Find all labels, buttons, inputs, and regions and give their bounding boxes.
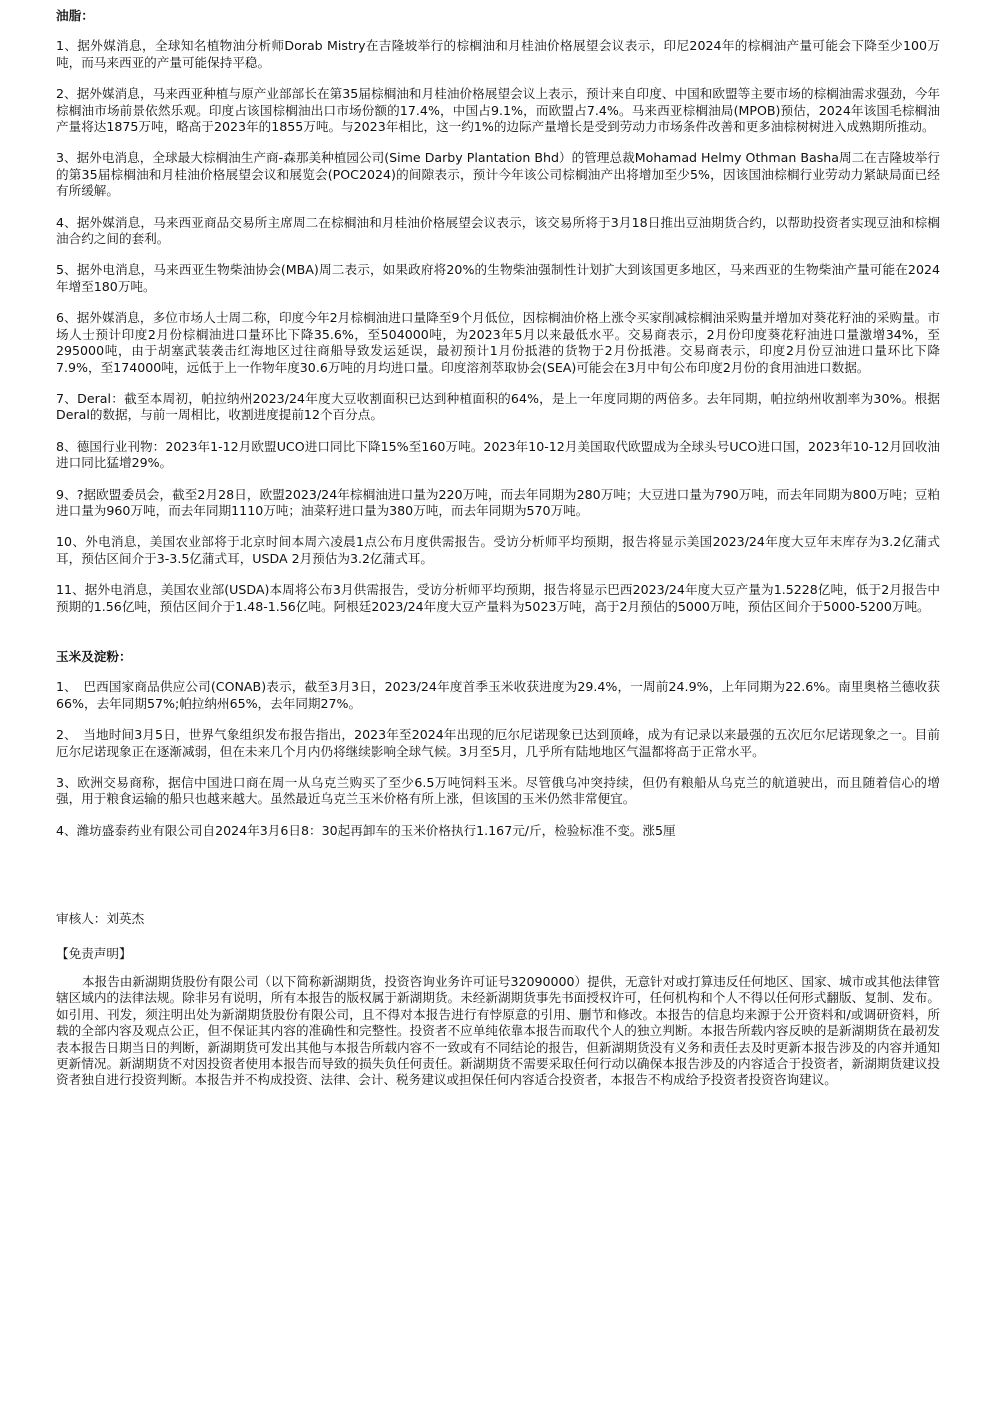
- oil-news-item: 11、据外电消息，美国农业部(USDA)本周将公布3月供需报告，受访分析师平均预期，报告将显示巴西2023/24年度大豆产量为1.5228亿吨，低于2月报告中预期的1.56亿吨，预估区间介于1.48-1.56亿吨。阿根廷2023/24年度大豆产量料为5023万吨，高于2月预估的5000万吨，预估区间介于5000-5200万吨。: [56, 582, 940, 614]
- corn-news-item: 4、潍坊盛泰药业有限公司自2024年3月6日8：30起再卸车的玉米价格执行1.167元/斤，检验标准不变。涨5厘: [56, 822, 676, 838]
- corn-news-item: 3、欧洲交易商称，据信中国进口商在周一从乌克兰购买了至少6.5万吨饲料玉米。尽管俄乌冲突持续，但仍有粮船从乌克兰的航道驶出，而且随着信心的增强，用于粮食运输的船只也越来越大。虽然最近乌克兰玉米价格有所上涨，但该国的玉米仍然非常便宜。: [56, 775, 940, 807]
- report-page: [56, 8, 940, 1089]
- oil-news-item: 7、Deral：截至本周初，帕拉纳州2023/24年度大豆收割面积已达到种植面积的64%，是上一年度同期的两倍多。去年同期，帕拉纳州收割率为30%。根据Deral的数据，与前一周相比，收割进度提前12个百分点。: [56, 390, 940, 423]
- disclaimer-title: 【免责声明】: [56, 945, 132, 961]
- corn-news-item: 1、 巴西国家商品供应公司(CONAB)表示，截至3月3日，2023/24年度首季玉米收获进度为29.4%，一周前24.9%，上年同期为22.6%。南里奥格兰德收获66%，去年同期57%;帕拉纳州65%，去年同期27%。: [56, 679, 940, 711]
- oil-news-item: 10、外电消息，美国农业部将于北京时间本周六凌晨1点公布月度供需报告。受访分析师平均预期，报告将显示美国2023/24年度大豆年末库存为3.2亿蒲式耳，预估区间介于3-3.5亿蒲式耳，USDA 2月预估为3.2亿蒲式耳。: [56, 534, 940, 566]
- disclaimer-body: 本报告由新湖期货股份有限公司（以下简称新湖期货，投资咨询业务许可证号32090000）提供，无意针对或打算违反任何地区、国家、城市或其他法律管辖区域内的法律法规。除非另有说明，所有本报告的版权属于新湖期货。未经新湖期货事先书面授权许可，任何机构和个人不得以任何形式翻版、复制、发布。如引用、刊发，须注明出处为新湖期货股份有限公司，且不得对本报告进行有悖原意的引用、删节和修改。本报告的信息均来源于公开资料和/或调研资料，所载的全部内容及观点公正，但不保证其内容的准确性和完整性。投资者不应单纯依靠本报告而取代个人的独立判断。本报告所载内容反映的是新湖期货在最初发表本报告日期当日的判断，新湖期货可发出其他与本报告所载内容不一致或有不同结论的报告，但新湖期货没有义务和责任去及时更新本报告涉及的内容并通知更新情况。新湖期货不对因投资者使用本报告而导致的损失负任何责任。新湖期货不需要采取任何行动以确保本报告涉及的内容适合于投资者，新湖期货建议投资者独自进行投资判断。本报告并不构成投资、法律、会计、税务建议或担保任何内容适合投资者，本报告不构成给予投资者投资咨询建议。: [56, 974, 940, 1088]
- oil-news-item: 1、据外媒消息，全球知名植物油分析师Dorab Mistry在吉隆坡举行的棕榈油和月桂油价格展望会议表示，印尼2024年的棕榈油产量可能会下降至少100万吨，而马来西亚的产量可能保持平稳。: [56, 38, 940, 70]
- oil-news-item: 3、据外电消息，全球最大棕榈油生产商-森那美种植园公司(Sime Darby Plantation Bhd）的管理总裁Mohamad Helmy Othman Basha周二在吉隆坡举行的第35届棕榈油和月桂油价格展望会议和展览会(POC2024)的间隙表示，预计今年该公司棕榈油产出将增加至少5%，因该国油棕榈行业劳动力紧缺局面已经有所缓解。: [56, 150, 940, 199]
- oil-news-item: 2、据外媒消息，马来西亚种植与原产业部部长在第35届棕榈油和月桂油价格展望会议上表示，预计来自印度、中国和欧盟等主要市场的棕榈油需求强劲，今年棕榈油市场前景依然乐观。印度占该国棕榈油出口市场份额的17.4%，中国占9.1%，而欧盟占7.4%。马来西亚棕榈油局(MPOB)预估，2024年该国毛棕榈油产量将达1875万吨，略高于2023年的1855万吨。与2023年相比，这一约1%的边际产量增长是受到劳动力市场条件改善和更多油棕树树进入成熟期所推动。: [56, 86, 940, 135]
- corn-news-list: [56, 679, 940, 839]
- corn-news-item: 2、 当地时间3月5日，世界气象组织发布报告指出，2023年至2024年出现的厄尔尼诺现象已达到顶峰，成为有记录以来最强的五次厄尔尼诺现象之一。目前厄尔尼诺现象正在逐渐减弱，但在未来几个月内仍将继续影响全球气候。3月至5月，几乎所有陆地地区气温都将高于正常水平。: [56, 727, 940, 759]
- reviewer-line: 审核人：刘英杰: [56, 911, 145, 927]
- oil-news-item: 4、据外媒消息，马来西亚商品交易所主席周二在棕榈油和月桂油价格展望会议表示，该交易所将于3月18日推出豆油期货合约，以帮助投资者实现豆油和棕榈油合约之间的套利。: [56, 214, 940, 247]
- corn-section-title: 玉米及淀粉：: [56, 648, 132, 664]
- oil-news-item: 9、?据欧盟委员会，截至2月28日，欧盟2023/24年棕榈油进口量为220万吨，而去年同期为280万吨；大豆进口量为790万吨，而去年同期为800万吨；豆粕进口量为960万吨，而去年同期1110万吨；油菜籽进口量为380万吨，而去年同期为570万吨。: [56, 486, 940, 518]
- oil-section-title: 油脂：: [56, 8, 94, 23]
- oil-news-item: 6、据外媒消息，多位市场人士周二称，印度今年2月棕榈油进口量降至9个月低位，因棕榈油价格上涨令买家削减棕榈油采购量并增加对葵花籽油的采购量。市场人士预计印度2月份棕榈油进口量环比下降35.6%，至504000吨，为2023年5月以来最低水平。交易商表示，2月份印度葵花籽油进口量激增34%，至295000吨，由于胡塞武装袭击红海地区过往商船导致发运延误，最初预计1月份抵港的货物于2月份抵港。交易商表示，印度2月份豆油进口量环比下降7.9%，至174000吨，远低于上一作物年度30.6万吨的月均进口量。印度溶剂萃取协会(SEA)可能会在3月中旬公布印度2月份的食用油进口数据。: [56, 310, 940, 375]
- oil-news-item: 5、据外电消息，马来西亚生物柴油协会(MBA)周二表示，如果政府将20%的生物柴油强制性计划扩大到该国更多地区，马来西亚的生物柴油产量可能在2024年增至180万吨。: [56, 262, 940, 294]
- corn-section: [56, 649, 940, 839]
- oil-news-item: 8、德国行业刊物：2023年1-12月欧盟UCO进口同比下降15%至160万吨。2023年10-12月美国取代欧盟成为全球头号UCO进口国，2023年10-12月回收油进口同比猛增29%。: [56, 438, 940, 471]
- oil-news-list: [56, 38, 940, 615]
